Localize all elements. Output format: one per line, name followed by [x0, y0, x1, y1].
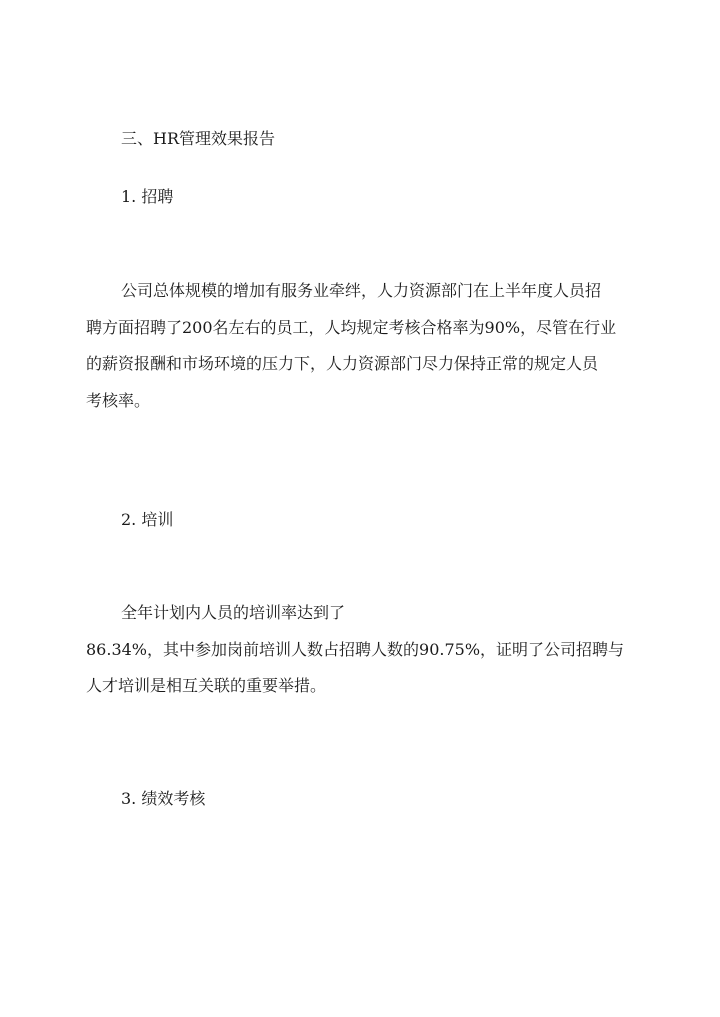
section-title: 三、HR管理效果报告 [121, 129, 276, 148]
paragraph-line: 公司总体规模的增加有服务业牵绊，人力资源部门在上半年度人员招 [121, 281, 602, 300]
recruitment-paragraph [86, 273, 646, 419]
paragraph-line: 全年计划内人员的培训率达到了 [121, 603, 346, 622]
paragraph-line: 考核率。 [86, 390, 151, 410]
subsection-heading-recruitment: 1. 招聘 [121, 187, 174, 206]
training-paragraph [86, 595, 646, 705]
paragraph-line: 86.34%，其中参加岗前培训人数占招聘人数的90.75%，证明了公司招聘与 [86, 639, 625, 659]
subsection-heading-training: 2. 培训 [121, 510, 174, 529]
subsection-heading-performance: 3. 绩效考核 [121, 789, 206, 808]
paragraph-line: 聘方面招聘了200名左右的员工，人均规定考核合格率为90%，尽管在行业 [86, 317, 617, 337]
paragraph-line: 人才培训是相互关联的重要举措。 [86, 676, 327, 696]
paragraph-line: 的薪资报酬和市场环境的压力下，人力资源部门尽力保持正常的规定人员 [86, 354, 599, 374]
